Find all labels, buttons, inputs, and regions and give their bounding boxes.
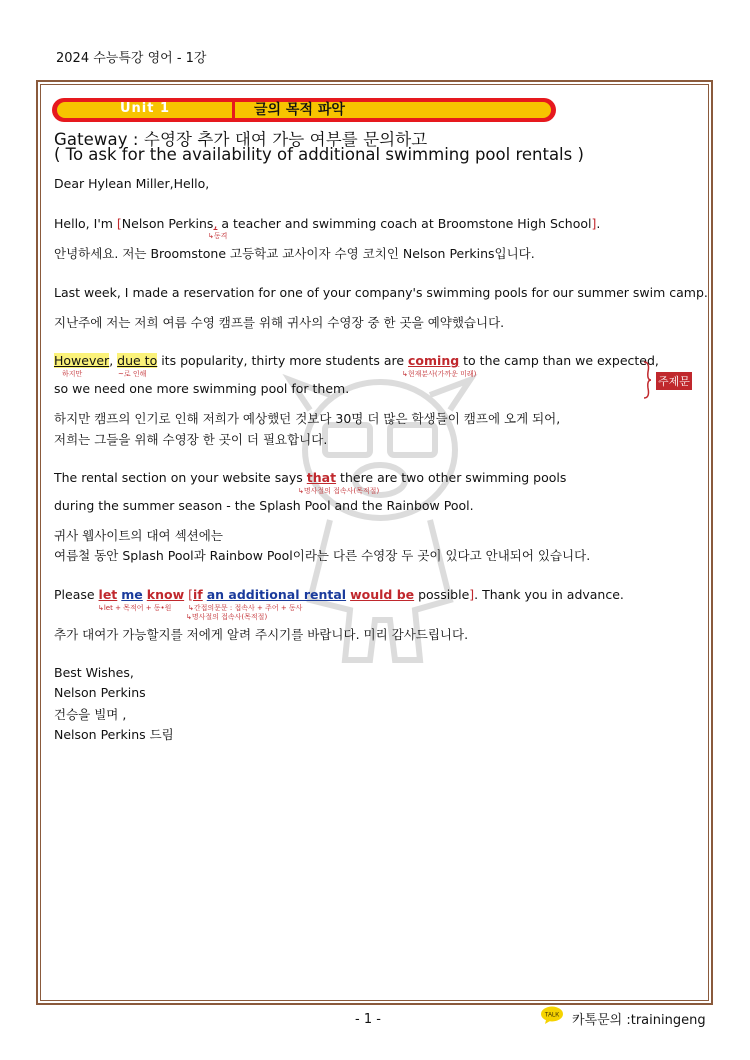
sentence-5-kr: 추가 대여가 가능할지를 저에게 알려 주시기를 바랍니다. 미리 감사드립니다. [54,627,469,642]
letter-greeting: Dear Hylean Miller,Hello, [54,176,210,191]
contact-info: 카톡문의 :trainingeng [572,1013,706,1028]
s4-pre: The rental section on your website says [54,470,307,485]
s5-note-2: ↳간접의문문 : 접속사 + 주어 + 동사 [188,604,303,612]
s5-me: me [121,587,143,602]
s5-post: possible [414,587,470,602]
sentence-5-en: Please let me know [if an additional rental would be possible]. Thank you in advance. [54,587,624,602]
page-number: - 1 - [355,1012,381,1027]
s3-due-to: due to [117,353,158,368]
sentence-1-en: Hello, I'm [Nelson Perkins, a teacher and swimming coach at Broomstone High School]. [54,216,601,231]
s1-note: ↳동격 [208,232,228,240]
gateway-title-kr: Gateway : 수영장 추가 대여 가능 여부를 문의하고 [54,130,428,149]
s3-mid: its popularity, thirty more students are [157,353,409,368]
unit-banner-divider [232,98,235,122]
theme-brace-icon [642,360,652,400]
s5-end: . Thank you in advance. [474,587,624,602]
sentence-4-en [54,470,566,485]
sentence-3-kr-2: 저희는 그들을 위해 수영장 한 곳이 더 필요합니다. [54,432,328,447]
sentence-1-kr: 안녕하세요. 저는 Broomstone 고등학교 교사이자 수영 코치인 Nelson Perkins입니다. [54,246,535,261]
s5-pre: Please [54,587,99,602]
closing-3: 건승을 빌며 , [54,707,127,722]
s3-however: However [54,353,110,368]
s3-note-1: 하지만 [62,370,83,378]
s3-note-2: ~로 인해 [118,370,147,378]
sentence-3-kr-1: 하지만 캠프의 인기로 인해 저희가 예상했던 것보다 30명 더 많은 학생들이 캠프에 오게 되어, [54,411,561,426]
s1-pre: Hello, I'm [54,216,117,231]
s4-post: there are two other swimming pools [336,470,567,485]
s5-additional: an additional rental [206,587,347,602]
sentence-4-en-line2: during the summer season - the Splash Pool and the Rainbow Pool. [54,498,474,513]
gateway-title-en: ( To ask for the availability of additional swimming pool rentals ) [54,145,584,164]
theme-label: 주제문 [656,372,692,390]
talk-icon-text: TALK [544,1012,560,1019]
s1-post: a teacher and swimming coach at Broomstone High School [217,216,592,231]
sentence-3-en: However, due to its popularity, thirty more students are coming to the camp than we expected, [54,353,659,368]
s5-note-3: ↳명사절의 접속사(목적절) [186,613,268,621]
sentence-2-en: Last week, I made a reservation for one of your company's swimming pools for our summer swim camp. [54,285,708,300]
unit-label: Unit 1 [120,101,171,116]
s4-note: ↳명사절의 접속사(목적절) [298,487,380,495]
s3-coming: coming [408,353,460,368]
s3-note-3: ↳현재분사(가까운 미래) [402,370,477,378]
sentence-4-kr-2: 여름철 동안 Splash Pool과 Rainbow Pool이라는 다른 수영장 두 곳이 있다고 안내되어 있습니다. [54,548,591,563]
unit-topic: 글의 목적 파악 [254,102,345,118]
s1-name: Nelson Perkins [121,216,214,231]
page-header-title: 2024 수능특강 영어 - 1강 [56,51,207,66]
s5-let: let [98,587,118,602]
sentence-3-en-line2: so we need one more swimming pool for them. [54,381,350,396]
s5-know: know [146,587,185,602]
s4-that: that [306,470,337,485]
sentence-2-kr: 지난주에 저는 저희 여름 수영 캠프를 위해 귀사의 수영장 중 한 곳을 예약했습니다. [54,315,505,330]
s5-note-1: ↳let + 목적어 + 동•원 [98,604,172,612]
kakaotalk-icon [540,1006,564,1024]
closing-2: Nelson Perkins [54,685,146,700]
s5-if: if [193,587,203,602]
s5-would-be: would be [350,587,415,602]
closing-4: Nelson Perkins 드림 [54,727,174,742]
closing-1: Best Wishes, [54,665,134,680]
sentence-4-kr-1: 귀사 웹사이트의 대여 섹션에는 [54,528,223,543]
s3-end: to the camp than we expected, [459,353,659,368]
